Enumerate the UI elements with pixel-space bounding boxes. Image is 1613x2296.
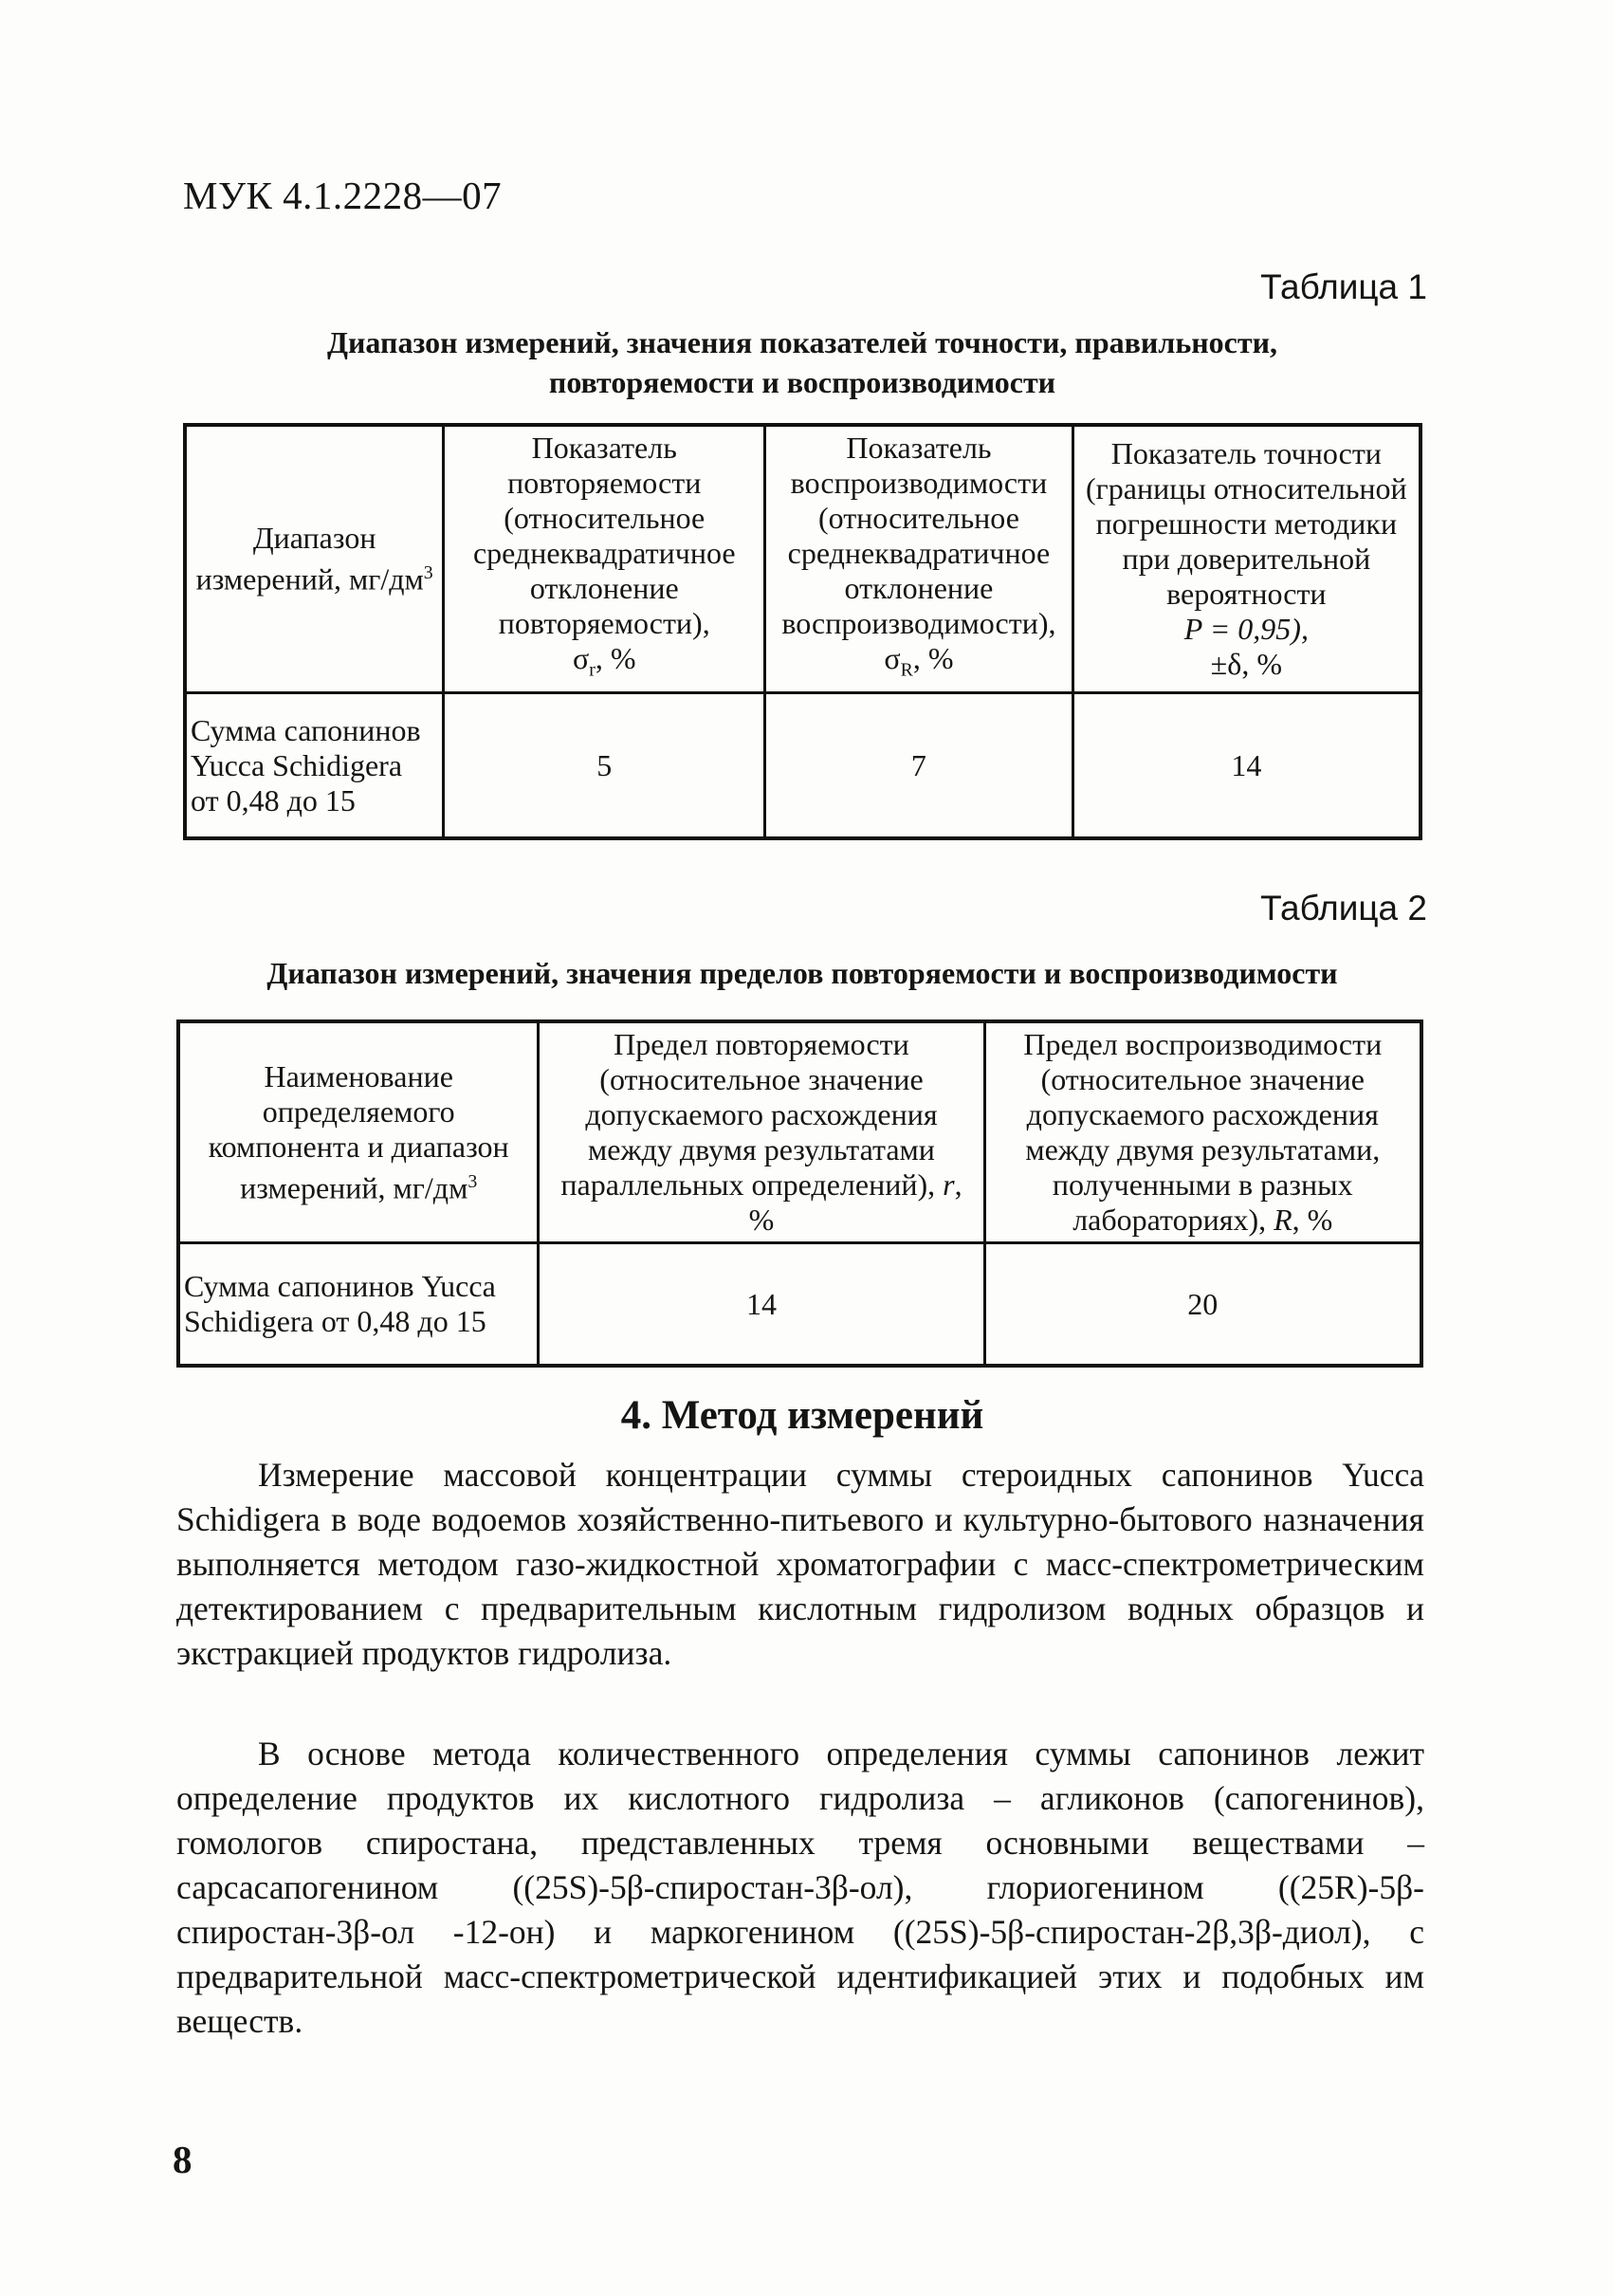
table1-cell-repeatability: 5 — [444, 693, 765, 839]
page-number: 8 — [173, 2138, 192, 2181]
document-code: МУК 4.1.2228—07 — [183, 174, 503, 217]
table2 — [176, 1019, 1423, 1368]
table2-label: Таблица 2 — [1260, 889, 1427, 928]
table2-cell-repeatability-limit: 14 — [539, 1243, 984, 1367]
table2-header-component: Наименование определяемого компонента и диапазон измерений, $мг/дм^3$ — [178, 1021, 539, 1243]
table1-header-row — [185, 425, 1421, 693]
table-row — [178, 1243, 1421, 1367]
section-title: 4. Метод измерений — [620, 1393, 984, 1438]
table1-cell-accuracy: 14 — [1072, 693, 1421, 839]
table2-title: Диапазон измерений, значения пределов повторяемости и воспроизводимости — [266, 956, 1338, 990]
table1-header-accuracy: Показатель точности (границы относительной погрешности методики при доверительной вероятности P = 0,95), ±δ, % — [1072, 425, 1421, 693]
section-paragraph-2: В основе метода количественного определения суммы сапонинов лежит определение продуктов их кислотного гидролиза – агликонов (сапогенинов), гомологов спиростана, представленных тремя основными веществами – сарсасапогенином ((25S)-5β-спиростан-3β-ол), глориогенином ((25R)-5β-спиростан-3β-ол -12-он) и маркогенином ((25S)-5β-спиростан-2β,3β-диол), с предварительной масс-спектрометрической идентификацией этих и подобных им веществ. — [176, 1735, 1424, 2040]
table2-cell-reproducibility-limit: 20 — [984, 1243, 1421, 1367]
table1-label: Таблица 1 — [1260, 267, 1427, 306]
table1-title-line2: повторяемости и воспроизводимости — [548, 365, 1056, 399]
table2-cell-component: Сумма сапонинов Yucca Schidigera от 0,48 до 15 — [178, 1243, 539, 1367]
table1-header-range: Диапазон измерений, $мг/дм^3$ — [185, 425, 444, 693]
table1 — [183, 423, 1422, 840]
table1-cell-reproducibility: 7 — [765, 693, 1072, 839]
table2-header-row — [178, 1021, 1421, 1243]
table1-title-line1: Диапазон измерений, значения показателей точности, правильности, — [326, 325, 1278, 359]
table1-cell-range: Сумма сапонинов Yucca Schidigera от 0,48 до 15 — [185, 693, 444, 839]
table1-header-reproducibility: Показатель воспроизводимости (относительное среднеквадратичное отклонение воспроизводимости), $\sigma_R$, % — [765, 425, 1072, 693]
table2-header-repeatability-limit: Предел повторяемости (относительное значение допускаемого расхождения между двумя результатами параллельных определений), r, % — [539, 1021, 984, 1243]
table1-title — [180, 322, 1424, 402]
section-paragraph-1: Измерение массовой концентрации суммы стероидных сапонинов Yucca Schidigera в воде водоемов хозяйственно-питьевого и культурно-бытового назначения выполняется методом газо-жидкостной хроматографии с масс-спектрометрическим детектированием с предварительным кислотным гидролизом водных образцов и экстракцией продуктов гидролиза. — [176, 1456, 1424, 1672]
table-row — [185, 693, 1421, 839]
table1-header-repeatability: Показатель повторяемости (относительное среднеквадратичное отклонение повторяемости), $\sigma_r$, % — [444, 425, 765, 693]
table2-header-reproducibility-limit: Предел воспроизводимости (относительное значение допускаемого расхождения между двумя результатами, полученными в разных лабораториях), R, % — [984, 1021, 1421, 1243]
